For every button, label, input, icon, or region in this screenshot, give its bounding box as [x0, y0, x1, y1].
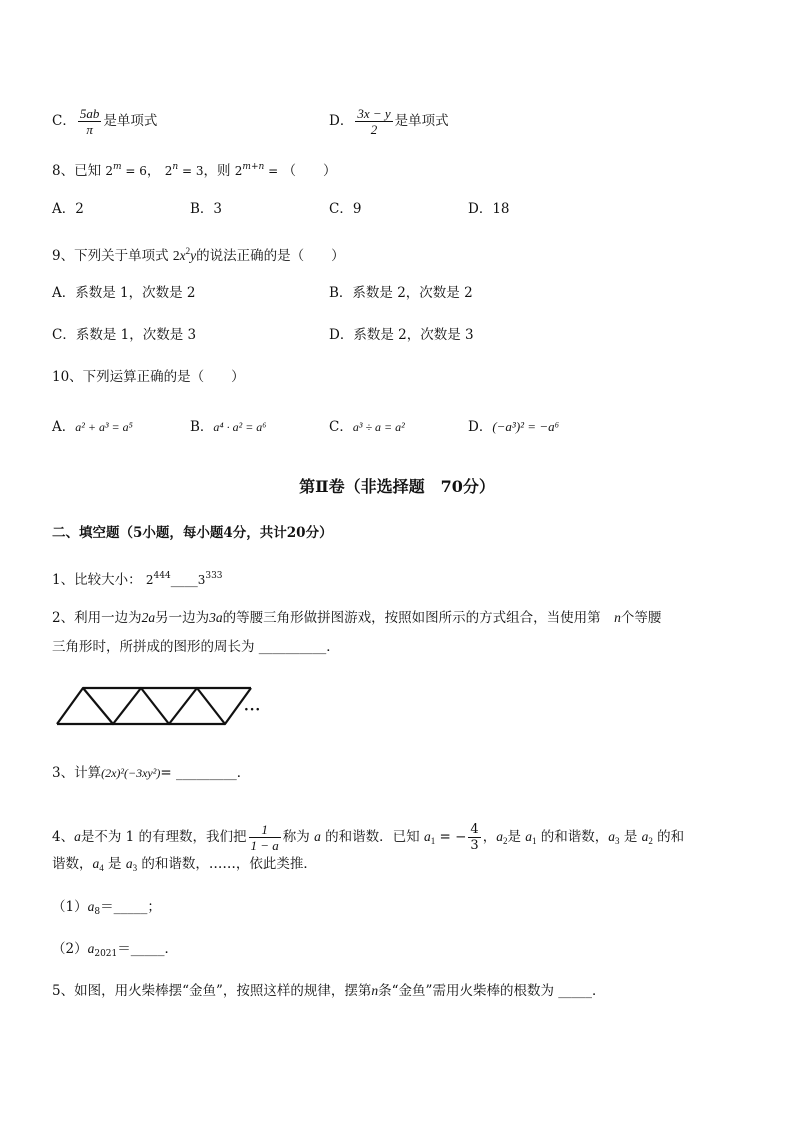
var-3a: 3a [209, 610, 223, 625]
answer-paren: （ ） [282, 163, 337, 179]
stem-text: 3、计算 [52, 765, 102, 781]
base: 2 [105, 164, 114, 178]
q7-option-c [52, 106, 157, 137]
exponent: m+n [242, 162, 265, 172]
q10-option-d [468, 417, 559, 437]
answer-blank: ＝_____； [100, 899, 161, 915]
stem-text: 的等腰三角形做拼图游戏，按照如图所示的方式组合，当使用第 [222, 610, 615, 626]
q8-option-d: D．18 [468, 201, 510, 217]
option-text: 是单项式 [103, 113, 158, 129]
q8-stem [52, 157, 336, 181]
stem-text: 另一边为 [155, 610, 210, 626]
stem-text: 4、 [52, 829, 75, 845]
stem-text: 1、比较大小： [52, 572, 142, 588]
subscript: 2 [648, 836, 653, 846]
fraction-numerator: 1 [249, 822, 281, 838]
comma: ， [482, 829, 497, 845]
fraction [78, 106, 102, 137]
exponent: n [172, 162, 179, 172]
answer-blank: ＝_____． [117, 941, 178, 957]
fill4-line1 [52, 822, 684, 853]
q8-option-b: B．3 [190, 201, 223, 217]
stem-text: 的和谐数，……，依此类推． [141, 856, 317, 872]
fill3 [52, 763, 250, 783]
stem-text-tail: 的说法正确的是（ ） [196, 248, 345, 264]
sub-label: （2） [52, 941, 88, 957]
var-a: a [74, 829, 81, 844]
q7-option-d [329, 106, 449, 137]
q9-option-a: A．系数是 1，次数是 2 [52, 285, 196, 301]
subscript: 1 [430, 836, 436, 846]
fill4-sub1 [52, 897, 161, 922]
q9-option-d: D．系数是 2，次数是 3 [329, 327, 474, 343]
fraction-numerator: 4 [470, 822, 479, 837]
fraction-denominator: 1 − a [250, 838, 279, 853]
fill2-line2: 三角形时，所拼成的图形的周长为 __________． [52, 639, 340, 655]
q8-option-a: A．2 [52, 201, 84, 217]
a1: $a_1$ [423, 829, 436, 846]
stem-text: 称为 [282, 829, 310, 845]
expr-2mn [235, 164, 278, 178]
stem-text: 个等腰 [620, 610, 662, 626]
q9-option-b: B．系数是 2，次数是 2 [329, 285, 473, 301]
exponent: 333 [205, 571, 223, 581]
subscript: 3 [132, 863, 138, 873]
exponent: 444 [153, 571, 171, 581]
triangle-strip-figure [55, 686, 265, 728]
fill2-line1 [52, 608, 661, 628]
part2-title: 第Ⅱ卷（非选择题 70分） [299, 477, 495, 496]
stem-text: 谐数， [52, 856, 93, 872]
fill5 [52, 981, 606, 1001]
stem-text: 的和谐数， [540, 829, 609, 845]
stem-text: 条“金鱼”需用火柴棒的根数为 _____． [378, 983, 606, 999]
a2: $a_2$ [641, 829, 653, 846]
subscript: 4 [99, 863, 104, 873]
value: = 6 [121, 164, 147, 178]
option-expr: a² + a³ = a⁵ [75, 420, 133, 434]
fill4-sub2 [52, 939, 178, 964]
expr-2n [165, 164, 204, 178]
expr-2m [105, 164, 147, 178]
var-n: n [371, 983, 379, 998]
var-n: n [614, 610, 621, 625]
subscript: 8 [94, 907, 101, 917]
stem-text: 9、下列关于单项式 [52, 248, 173, 264]
q10-stem: 10、下列运算正确的是（ ） [52, 369, 245, 385]
stem-text: 是 [507, 829, 521, 845]
q10-option-b [190, 417, 266, 437]
answer-blank: = _________． [160, 765, 251, 781]
var-a: a [87, 899, 95, 914]
stem-text: 8、已知 [52, 163, 102, 179]
expression: (2x)²(−3xy²) [101, 766, 161, 780]
fraction [355, 106, 392, 137]
equals: = − [435, 829, 467, 845]
coefficient: 2 [172, 248, 180, 263]
stem-text: 是 [108, 856, 122, 872]
value: = [264, 164, 279, 178]
var-a: a [87, 941, 95, 956]
fraction-numerator: 3x − y [357, 106, 391, 121]
expr-right [198, 573, 223, 587]
a3: $a_3$ [608, 829, 620, 846]
q10-option-a [52, 417, 133, 437]
fraction-denominator: 2 [370, 122, 378, 137]
subscript: 2 [502, 836, 508, 846]
q9-option-c: C．系数是 1，次数是 3 [52, 327, 197, 343]
monomial [173, 248, 196, 263]
option-label: C． [329, 419, 353, 435]
fraction [468, 822, 480, 853]
base: 2 [145, 573, 154, 587]
stem-text: 是不为 1 的有理数，我们把 [80, 829, 247, 845]
fill4-line2 [52, 854, 317, 878]
exponent: 2 [185, 246, 191, 256]
continuation-dots: ··· [244, 702, 262, 718]
q10-option-c [329, 417, 405, 437]
a2: $a_2$ [496, 829, 508, 846]
option-text: 是单项式 [394, 113, 449, 129]
zigzag-edges [57, 688, 251, 724]
fill-in-heading: 二、填空题（5小题，每小题4分，共计20分） [52, 525, 333, 541]
value: = 3 [178, 164, 204, 178]
var-a: a [314, 829, 321, 844]
base: 3 [197, 573, 206, 587]
fraction [249, 822, 281, 853]
a3: $a_3$ [125, 856, 138, 873]
var-x: x [179, 248, 186, 263]
subscript: 1 [531, 836, 537, 846]
stem-text: 5、如图，用火柴棒摆“金鱼”，按照这样的规律，摆第 [52, 983, 372, 999]
fill1 [52, 566, 223, 590]
then-text: ，则 [203, 163, 231, 179]
option-expr: (−a³)² = −a⁶ [492, 419, 560, 434]
subscript: 2021 [94, 949, 118, 959]
fraction-denominator: 3 [470, 838, 479, 853]
fraction-numerator: 5ab [79, 106, 100, 121]
stem-text: 的和谐数．已知 [325, 829, 420, 845]
subscript: 3 [615, 836, 620, 846]
a1: $a_1$ [525, 829, 537, 846]
q9-stem [52, 241, 345, 266]
stem-text: 2、利用一边为 [52, 610, 142, 626]
var-2a: 2a [141, 610, 156, 625]
stem-text: 是 [623, 829, 638, 845]
fraction-denominator: π [86, 122, 93, 137]
option-label: A． [52, 419, 76, 435]
base: 2 [234, 164, 243, 178]
option-expr: a³ ÷ a = a² [352, 420, 405, 434]
q8-option-c: C．9 [329, 201, 362, 217]
option-expr: a⁴ · a² = a⁶ [213, 420, 267, 434]
option-label: D． [329, 113, 354, 129]
option-label: B． [190, 419, 214, 435]
var-y: y [190, 248, 197, 263]
comma: ， [146, 163, 161, 179]
option-label: C． [52, 113, 76, 129]
stem-text: 的和 [657, 829, 685, 845]
option-label: D． [468, 419, 493, 435]
base: 2 [164, 164, 173, 178]
answer-blank: ____ [170, 572, 198, 588]
a4: $a_4$ [92, 856, 104, 873]
expr-left [146, 573, 171, 587]
exponent: m [113, 162, 122, 172]
sub-label: （1） [52, 899, 88, 915]
